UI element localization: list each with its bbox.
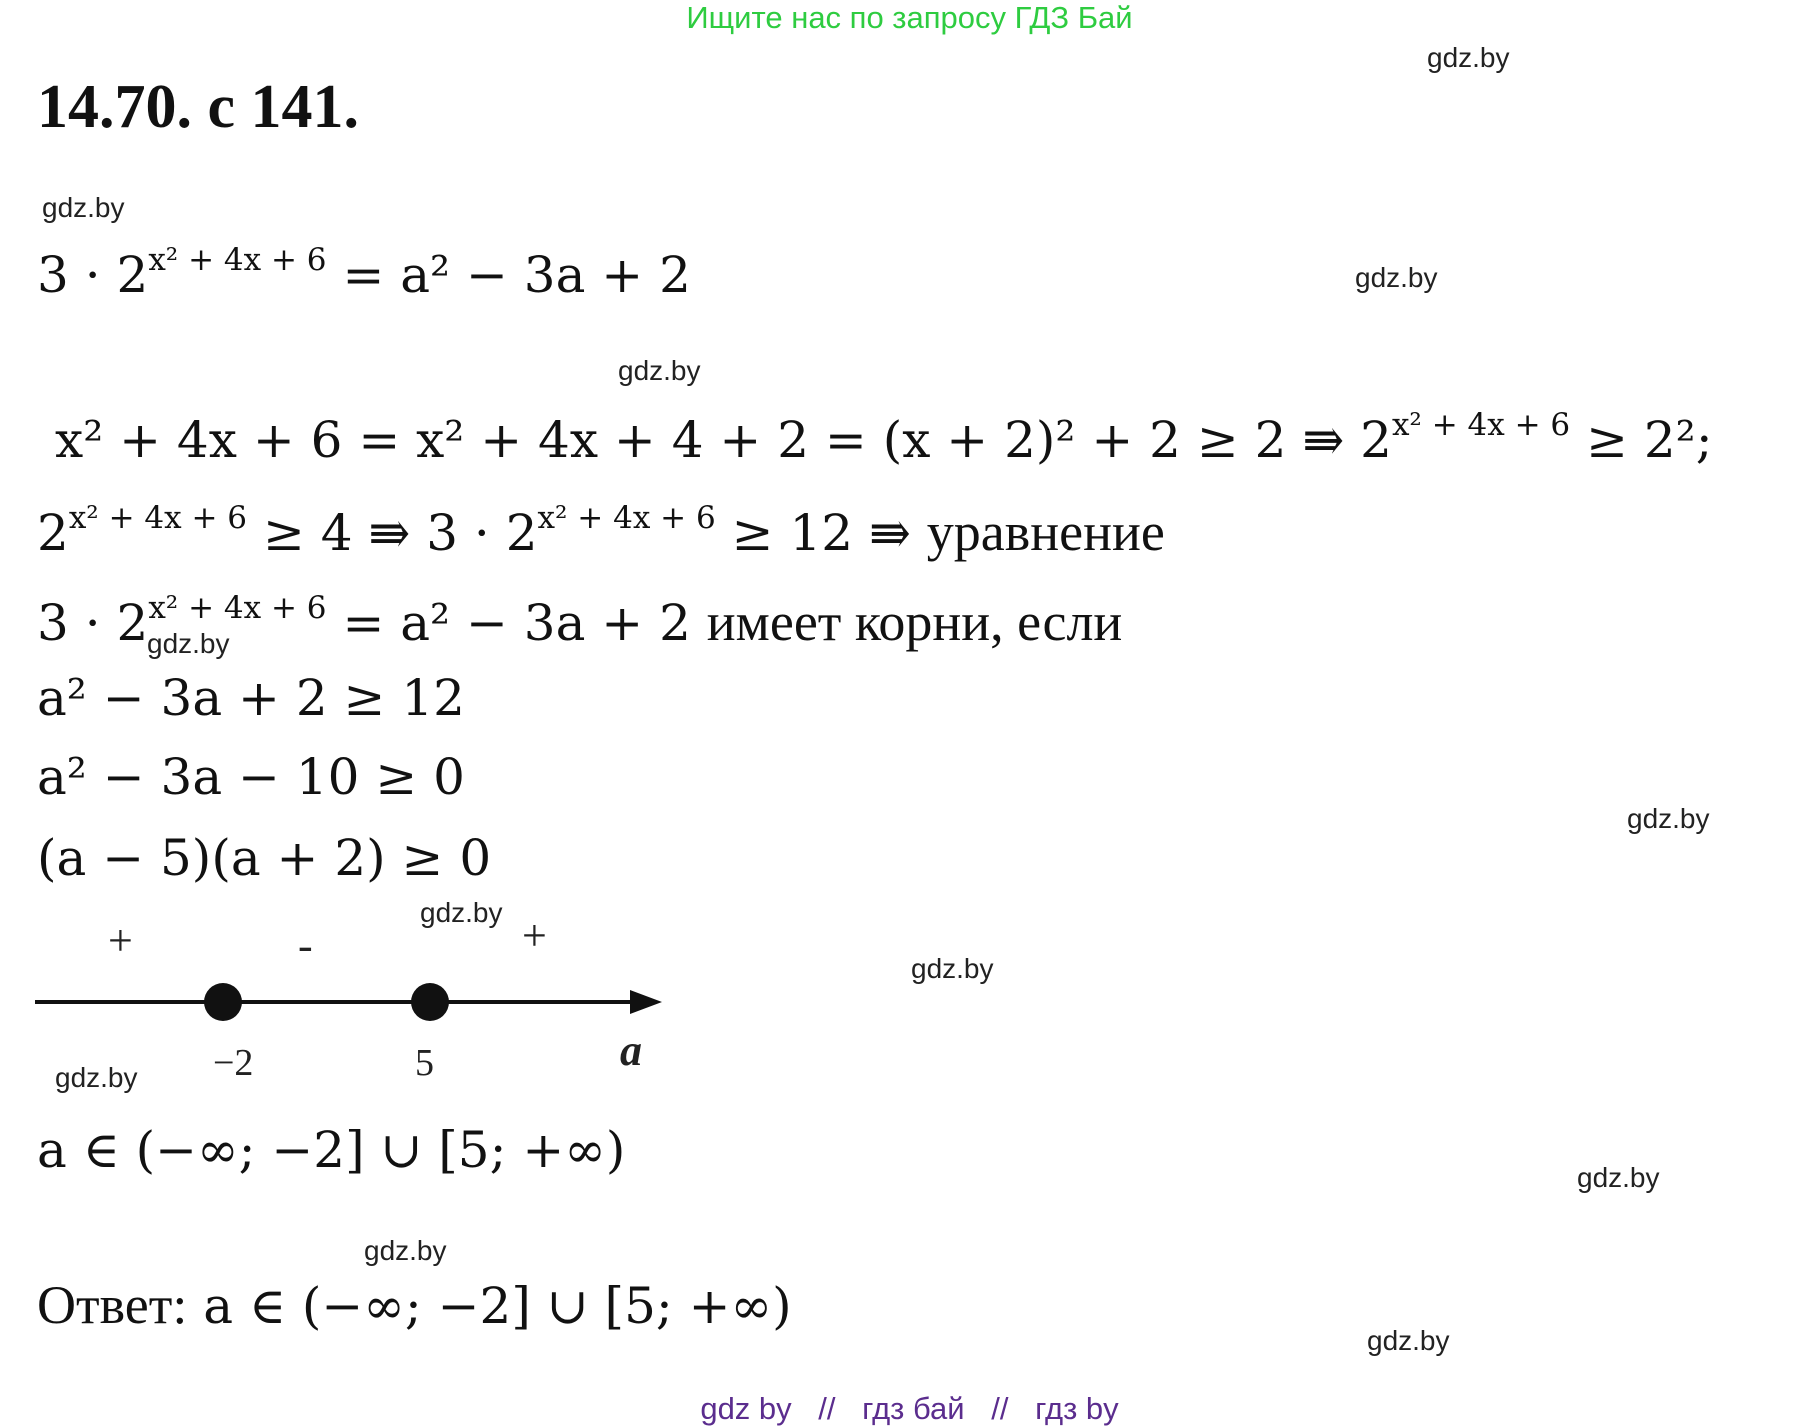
answer-value: a ∈ (−∞; −2] ∪ [5; +∞) <box>203 1277 792 1335</box>
eq1-rhs: = a² − 3a + 2 <box>342 246 691 304</box>
number-line-diagram <box>30 915 670 1090</box>
result-line: a ∈ (−∞; −2] ∪ [5; +∞) <box>37 1121 626 1179</box>
sign-left: + <box>108 916 133 965</box>
line4-exponent: x² + 4x + 6 <box>148 589 327 626</box>
answer-line <box>37 1275 792 1335</box>
axis-arrow-icon <box>630 990 662 1014</box>
line4-base: 3 · 2 <box>37 594 149 652</box>
watermark: gdz.by <box>55 1062 138 1093</box>
equation-given <box>37 241 691 304</box>
sign-middle: - <box>298 921 313 970</box>
line3-a: 2 <box>37 504 69 562</box>
watermark: gdz.by <box>1355 262 1438 293</box>
point-five <box>411 983 449 1021</box>
answer-label: Ответ: <box>37 1275 188 1335</box>
line4-word: имеет корни, если <box>706 592 1123 652</box>
footer-links <box>0 1391 1819 1427</box>
watermark: gdz.by <box>911 953 994 984</box>
footer-link-gdz-by[interactable]: gdz by <box>700 1391 792 1426</box>
point-minus-two <box>204 983 242 1021</box>
equation-line-2 <box>55 406 1713 469</box>
watermark: gdz.by <box>42 192 125 223</box>
label-minus-two: −2 <box>213 1042 254 1084</box>
eq1-base: 3 · 2 <box>37 246 149 304</box>
line3-word: уравнение <box>926 502 1165 562</box>
watermark: gdz.by <box>1577 1162 1660 1193</box>
equation-line-4 <box>37 589 1123 652</box>
label-five: 5 <box>415 1042 434 1084</box>
watermark: gdz.by <box>420 897 503 928</box>
eq1-exponent: x² + 4x + 6 <box>148 241 327 278</box>
watermark: gdz.by <box>1367 1325 1450 1356</box>
watermark: gdz.by <box>1427 42 1510 73</box>
watermark: gdz.by <box>618 355 701 386</box>
sign-right: + <box>522 915 547 960</box>
inequality-line-7: (a − 5)(a + 2) ≥ 0 <box>37 829 492 887</box>
line3-b: ≥ 4 ⇛ 3 · 2 <box>262 504 538 562</box>
line2-rhs: ≥ 2²; <box>1586 411 1713 469</box>
watermark: gdz.by <box>364 1235 447 1266</box>
equation-line-3 <box>37 499 1165 562</box>
page-title: 14.70. с 141. <box>37 73 360 141</box>
inequality-line-6: a² − 3a − 10 ≥ 0 <box>37 748 465 806</box>
line3-exponent-1: x² + 4x + 6 <box>68 499 248 536</box>
watermark: gdz.by <box>1627 803 1710 834</box>
footer-link-gdz-bai[interactable]: гдз бай <box>862 1391 965 1426</box>
footer-link-gdz-by-ru[interactable]: гдз by <box>1035 1391 1119 1426</box>
line3-c: ≥ 12 ⇛ <box>731 504 911 562</box>
line4-rhs: = a² − 3a + 2 <box>342 594 691 652</box>
watermark: gdz.by <box>147 628 230 659</box>
footer-separator: // <box>818 1391 836 1426</box>
footer-separator: // <box>991 1391 1009 1426</box>
top-banner: Ищите нас по запросу ГДЗ Бай <box>686 0 1133 35</box>
line2-lhs: x² + 4x + 6 = x² + 4x + 4 + 2 = (x + 2)² + 2 ≥ 2 ⇛ 2 <box>55 411 1392 469</box>
line2-exponent: x² + 4x + 6 <box>1391 406 1571 443</box>
inequality-line-5: a² − 3a + 2 ≥ 12 <box>37 669 465 727</box>
line3-exponent-2: x² + 4x + 6 <box>537 499 716 536</box>
axis-variable-label: a <box>620 1026 642 1075</box>
